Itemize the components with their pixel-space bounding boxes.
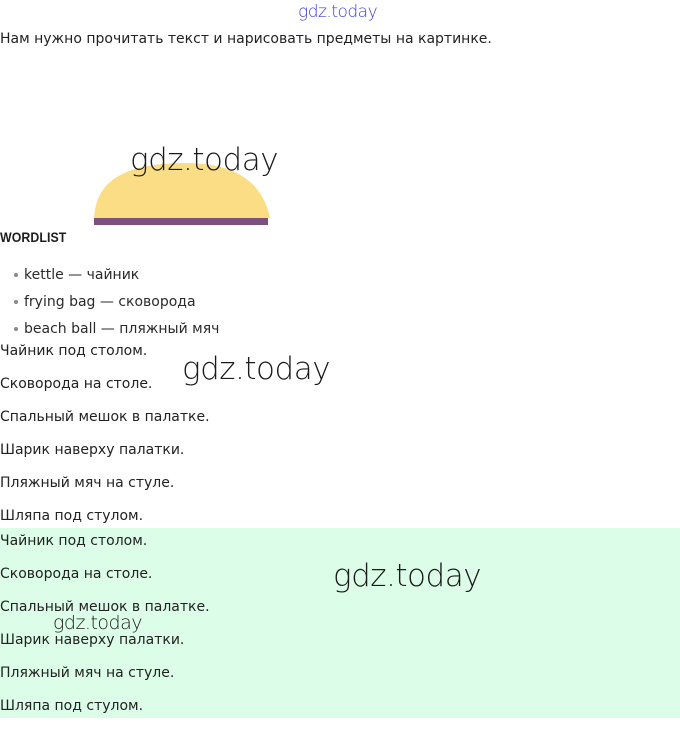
sentence: Пляжный мяч на стуле.	[0, 475, 175, 491]
answer-sentence: Спальный мешок в палатке.	[0, 599, 210, 615]
intro-text: Нам нужно прочитать текст и нарисовать предметы на картинке.	[0, 31, 492, 47]
wordlist-item-label: beach ball — пляжный мяч	[24, 321, 220, 337]
sentence: Сковорода на столе.	[0, 376, 153, 392]
answer-sentence: Сковорода на столе.	[0, 566, 153, 582]
watermark: gdz.today	[333, 558, 482, 594]
watermark-top: gdz.today	[298, 2, 378, 22]
sentence: Шляпа под стулом.	[0, 508, 144, 524]
answer-sentence: Пляжный мяч на стуле.	[0, 665, 175, 681]
bullet-icon	[14, 300, 18, 304]
wordlist-heading: WORDLIST	[0, 229, 67, 245]
hat-band	[94, 218, 268, 225]
sentence: Чайник под столом.	[0, 343, 148, 359]
bullet-icon	[14, 327, 18, 331]
sentence: Шарик наверху палатки.	[0, 442, 185, 458]
wordlist-item	[0, 292, 219, 319]
bullet-icon	[14, 273, 18, 277]
wordlist-item	[0, 265, 219, 292]
answer-sentence: Шляпа под стулом.	[0, 698, 144, 714]
wordlist-item-label: frying bag — сковорода	[24, 294, 196, 310]
watermark: gdz.today	[182, 351, 331, 387]
watermark: gdz.today	[130, 142, 279, 178]
watermark: gdz.today	[53, 612, 142, 634]
wordlist-item-label: kettle — чайник	[24, 267, 140, 283]
answer-sentence: Чайник под столом.	[0, 533, 148, 549]
wordlist	[0, 265, 219, 346]
sentence: Спальный мешок в палатке.	[0, 409, 210, 425]
answer-sentence: Шарик наверху палатки.	[0, 632, 185, 648]
sentence-list	[0, 341, 210, 539]
